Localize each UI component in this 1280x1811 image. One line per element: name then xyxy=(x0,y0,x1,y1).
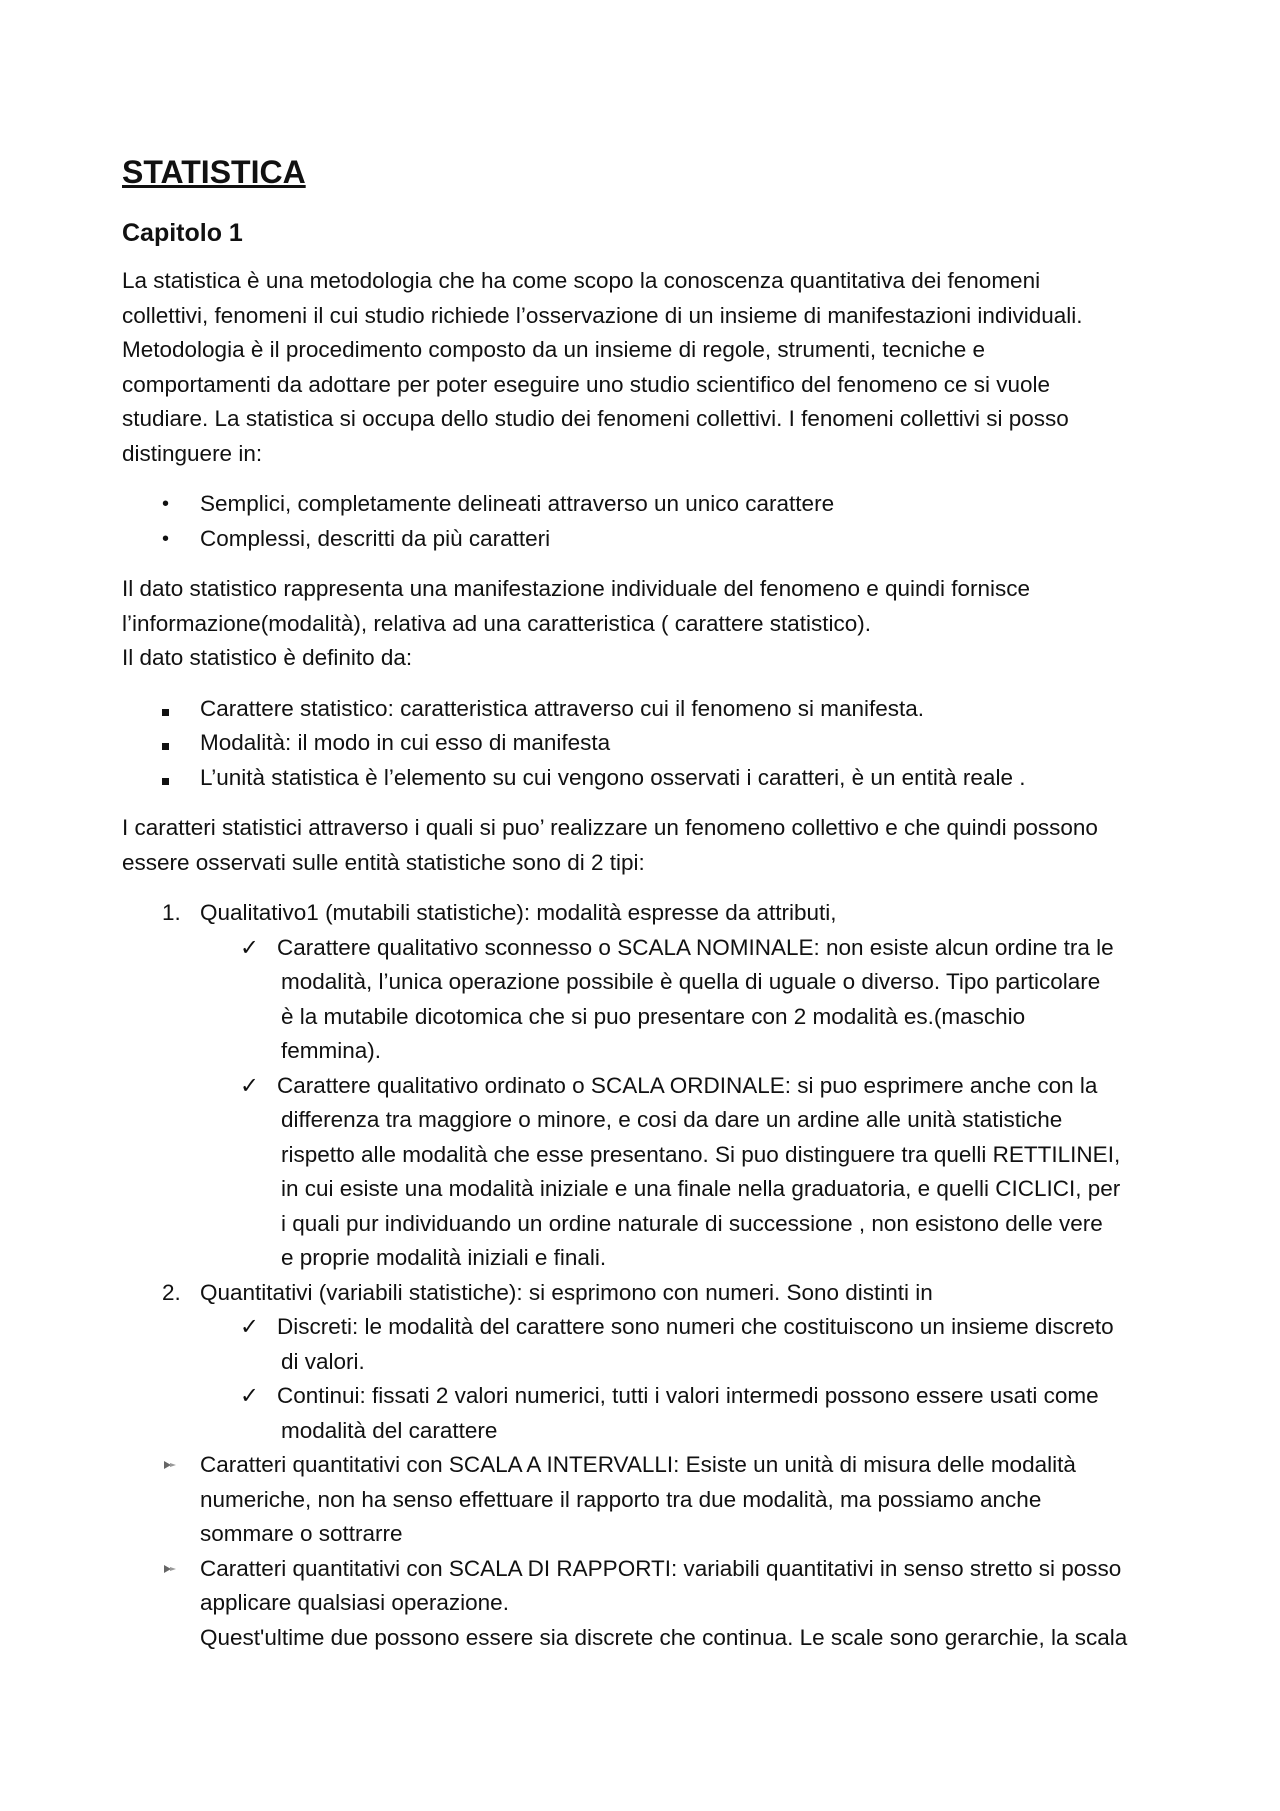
list-item-quantitativi: 2. Quantitativi (variabili statistiche): si esprimono con numeri. Sono distinti in xyxy=(122,1276,1172,1311)
square-bullet-icon xyxy=(162,726,192,761)
sub-item: ✓ Discreti: le modalità del carattere sono numeri che costituiscono un insieme discreto di valori. xyxy=(122,1310,1172,1379)
document-body xyxy=(122,150,1172,1655)
bullet-dot-icon: • xyxy=(162,493,170,515)
check-icon: ✓ xyxy=(240,1072,259,1098)
intro-paragraph xyxy=(122,264,1172,471)
chapter-heading: Capitolo 1 xyxy=(122,219,243,247)
dato-paragraph: Il dato statistico rappresenta una manifestazione individuale del fenomeno e quindi fornisce l’informazione(modalità), relativa ad una caratteristica ( carattere statistico). Il dato statistico è definito da: xyxy=(122,576,1031,670)
numbered-list xyxy=(122,896,1172,1448)
text-line: collettivi, fenomeni il cui studio richiede l’osservazione di un insieme di manifestazioni individuali. xyxy=(122,302,1083,328)
bullet-list-dato xyxy=(122,692,1172,796)
list-item: L’unità statistica è l’elemento su cui vengono osservati i caratteri, è un entità reale . xyxy=(122,761,1172,796)
page-title: STATISTICA xyxy=(122,154,306,190)
square-bullet-icon xyxy=(162,692,192,727)
list-item: • Complessi, descritti da più caratteri xyxy=(122,522,1172,557)
list-item: Caratteri quantitativi con SCALA DI RAPPORTI: variabili quantitativi in senso stretto si posso applicare qualsiasi operazione. Quest'ultime due possono essere sia discrete che continua. Le scale sono gerarchie, la scala xyxy=(122,1552,1172,1656)
text-line: studiare. La statistica si occupa dello studio dei fenomeni collettivi. I fenomeni collettivi si posso xyxy=(122,406,1069,431)
list-number: 2. xyxy=(162,1279,181,1305)
check-icon: ✓ xyxy=(240,934,259,960)
arrow-bullet-icon xyxy=(162,1552,192,1587)
arrow-list xyxy=(122,1448,1172,1655)
square-bullet-icon xyxy=(162,761,192,796)
arrow-bullet-icon xyxy=(162,1448,192,1483)
list-item: Carattere statistico: caratteristica attraverso cui il fenomeno si manifesta. xyxy=(122,692,1172,727)
list-number: 1. xyxy=(162,900,181,925)
sub-item: ✓ Carattere qualitativo sconnesso o SCALA NOMINALE: non esiste alcun ordine tra le modalità, l’unica operazione possibile è quella di uguale o diverso. Tipo particolare è la mutabile dicotomica che si puo presentare con 2 modalità es.(maschio femmina). xyxy=(122,931,1172,1069)
check-icon: ✓ xyxy=(240,1383,259,1408)
text-line: comportamenti da adottare per poter eseguire uno studio scientifico del fenomeno ce si vuole xyxy=(122,371,1051,397)
bullet-list-fenomeni xyxy=(122,487,1172,556)
sub-item: ✓ Continui: fissati 2 valori numerici, tutti i valori intermedi possono essere usati come modalità del carattere xyxy=(122,1379,1172,1448)
text-line: Metodologia è il procedimento composto da un insieme di regole, strumenti, tecniche e xyxy=(122,337,985,362)
text-line: La statistica è una metodologia che ha come scopo la conoscenza quantitativa dei fenomeni xyxy=(122,268,1041,293)
caratteri-paragraph: I caratteri statistici attraverso i quali si puo’ realizzare un fenomeno collettivo e che quindi possono essere osservati sulle entità statistiche sono di 2 tipi: xyxy=(122,815,1098,875)
list-item: Caratteri quantitativi con SCALA A INTERVALLI: Esiste un unità di misura delle modalità numeriche, non ha senso effettuare il rapporto tra due modalità, ma possiamo anche sommare o sottrarre xyxy=(122,1448,1172,1552)
text-line: distinguere in: xyxy=(122,440,263,466)
check-icon: ✓ xyxy=(240,1314,259,1339)
list-item-qualitativo: 1. Qualitativo1 (mutabili statistiche): modalità espresse da attributi, xyxy=(122,896,1172,931)
list-item: • Semplici, completamente delineati attraverso un unico carattere xyxy=(122,487,1172,522)
sub-item: ✓ Carattere qualitativo ordinato o SCALA ORDINALE: si puo esprimere anche con la differenza tra maggiore o minore, e cosi da dare un ardine alle unità statistiche rispetto alle modalità che esse presentano. Si puo distinguere tra quelli RETTILINEI, in cui esiste una modalità iniziale e una finale nella graduatoria, e quelli CICLICI, per i quali pur individuando un ordine naturale di successione , non esistono delle vere e proprie modalità iniziali e finali. xyxy=(122,1069,1172,1276)
bullet-dot-icon: • xyxy=(162,527,170,550)
list-item: Modalità: il modo in cui esso di manifesta xyxy=(122,726,1172,761)
